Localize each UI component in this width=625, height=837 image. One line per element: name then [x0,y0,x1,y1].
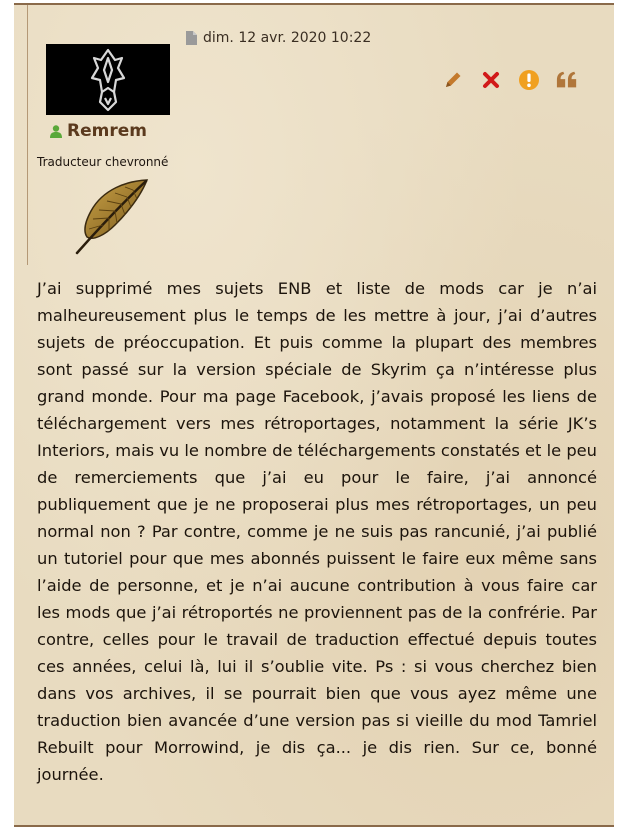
user-rank: Traducteur chevronné [37,155,169,169]
forum-post [14,3,614,827]
username[interactable]: Remrem [67,121,147,141]
post-profile-divider [27,5,28,265]
close-icon [482,71,500,89]
post-date-text: dim. 12 avr. 2020 10:22 [203,30,372,46]
quote-button[interactable] [556,69,578,91]
pencil-icon [443,70,463,90]
quote-icon [556,70,578,90]
edit-button[interactable] [442,69,464,91]
skyrim-emblem-icon [88,48,128,112]
user-icon [50,125,62,138]
post-actions [442,69,578,91]
report-button[interactable] [518,69,540,91]
post-date [186,30,371,46]
document-icon [186,31,197,45]
feather-icon [69,177,151,257]
delete-button[interactable] [480,69,502,91]
post-text: J’ai supprimé mes sujets ENB et liste de mods car je n’ai malheureusement plus le temps de les mettre à jour, j’ai d’autres sujets de préoccupation. Et puis comme la plupart des membres sont passé sur la version spéciale de Skyrim ça n’intéresse plus grand monde. Pour ma page Facebook, j’avais proposé les liens de téléchargement vers mes rétroportages, notamment la série JK’s Interiors, mais vu le nombre de téléchargements constatés et le peu de remerciements que j’ai eu pour le faire, j’ai annoncé publiquement que je ne proposerai plus mes rétroportages, un peu normal non ? Par contre, comme je ne suis pas rancunié, j’ai publié un tutoriel pour que mes abonnés puissent le faire eux même sans l’aide de personne, et je n’ai aucune contribution à vous faire car les mods que j’ai rétroportés ne proviennent pas de la confrérie. Par contre, celles pour le travail de traduction effectué depuis toutes ces années, celui là, lui il s’oublie vite. Ps : si vous cherchez bien dans vos archives, il se pourrait bien que vous ayez même une traduction bien avancée d’une version pas si vieille du mod Tamriel Rebuilt pour Morrowind, je dis ça... je dis rien. Sur ce, bonné journée. [37,279,597,784]
post-content [37,275,597,788]
author [50,121,147,141]
avatar[interactable] [46,44,170,115]
warning-icon [518,69,540,91]
